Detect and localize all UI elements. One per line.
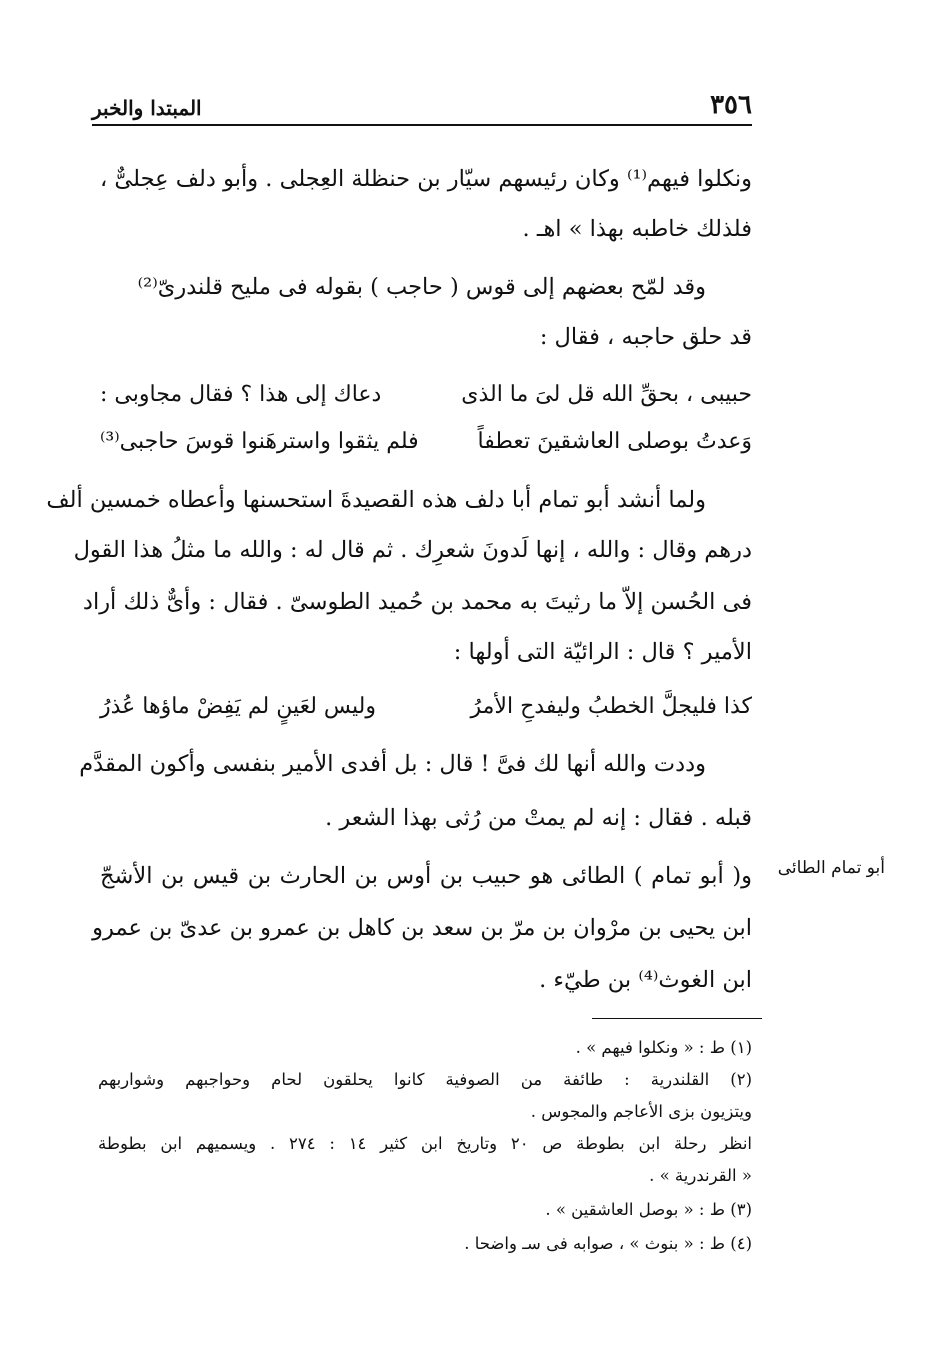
body-line: و( أبو تمام ) الطائى هو حبيب بن أوس بن الحارث بن قيس بن الأشجّ <box>100 863 752 889</box>
body-line: وددت والله أنها لك فىَّ ! قال : بل أفدى الأمير بنفسى وأكون المقدَّم <box>79 751 706 777</box>
verse-first-hemistich: وَعدتُ بوصلى العاشقينَ تعطفاً <box>477 429 752 454</box>
header-rule <box>92 124 752 126</box>
body-line: فلذلك خاطبه بهذا » اهـ . <box>522 216 752 242</box>
footnote: « القرندرية » . <box>649 1166 752 1185</box>
body-line: ابن الغوث⁽⁴⁾ بن طيّء . <box>539 967 752 993</box>
body-line: ابن يحيى بن مرْوان بن مرّ بن سعد بن كاهل بن عمرو بن عدىّ بن عمرو <box>92 915 752 941</box>
verse-first-hemistich: حبيبى ، بحقِّ الله قل لىَ ما الذى <box>461 382 752 407</box>
verse-second-hemistich: دعاك إلى هذا ؟ فقال مجاوبى : <box>100 382 382 407</box>
verse-line <box>100 420 752 464</box>
verse-second-hemistich: وليس لعَينٍ لم يَفِضْ ماؤها عُذرُ <box>100 694 376 719</box>
body-line: وقد لمّح بعضهم إلى قوس ( حاجب ) بقوله فى مليح قلندرىّ⁽²⁾ <box>137 274 706 300</box>
body-line: قبله . فقال : إنه لم يمتْ من رُثى بهذا الشعر . <box>325 805 752 831</box>
margin-note: أبو تمام الطائى <box>777 858 885 878</box>
footnote-rule <box>592 1018 762 1019</box>
body-line: قد حلق حاجبه ، فقال : <box>539 324 752 350</box>
footnote: (٣) ط : « بوصل العاشقين » . <box>545 1200 752 1219</box>
verse-second-hemistich: فلم يثقوا واسترهَنوا قوسَ حاجبى⁽³⁾ <box>100 429 419 454</box>
verse-line <box>100 373 752 417</box>
body-line: ونكلوا فيهم⁽¹⁾ وكان رئيسهم سيّار بن حنظلة العِجلى . وأبو دلف عِجلىٌّ ، <box>100 166 752 192</box>
body-line: درهم وقال : والله ، إنها لَدونَ شعرِك . ثم قال له : والله ما مثلُ هذا القول <box>73 537 752 563</box>
footnote: (٤) ط : « بنوث » ، صوابه فى سـ واضحا . <box>464 1234 752 1253</box>
page-number: ٣٥٦ <box>710 90 752 120</box>
body-line: فى الحُسن إلاّ ما رثيتَ به محمد بن حُميد الطوسىّ . فقال : وأىٌّ ذلك أراد <box>82 589 752 615</box>
footnote: (٢) القلندرية : طائفة من الصوفية كانوا يحلقون لحام وحواجبهم وشواربهم <box>98 1070 752 1089</box>
verse-line <box>100 685 752 729</box>
footnote: ويتزيون بزى الأعاجم والمجوس . <box>530 1102 752 1121</box>
running-title: المبتدا والخبر <box>92 96 202 120</box>
footnote: انظر رحلة ابن بطوطة ص ٢٠ وتاريخ ابن كثير ١٤ : ٢٧٤ . ويسميهم ابن بطوطة <box>98 1134 752 1153</box>
page-header <box>92 86 752 120</box>
body-line: الأمير ؟ قال : الرائيّة التى أولها : <box>453 639 752 665</box>
verse-first-hemistich: كذا فليجلَّ الخطبُ وليفدحِ الأمرُ <box>470 694 752 719</box>
body-line: ولما أنشد أبو تمام أبا دلف هذه القصيدةَ استحسنها وأعطاه خمسين ألف <box>46 487 706 513</box>
footnote: (١) ط : « ونكلوا فيهم » . <box>575 1038 752 1057</box>
